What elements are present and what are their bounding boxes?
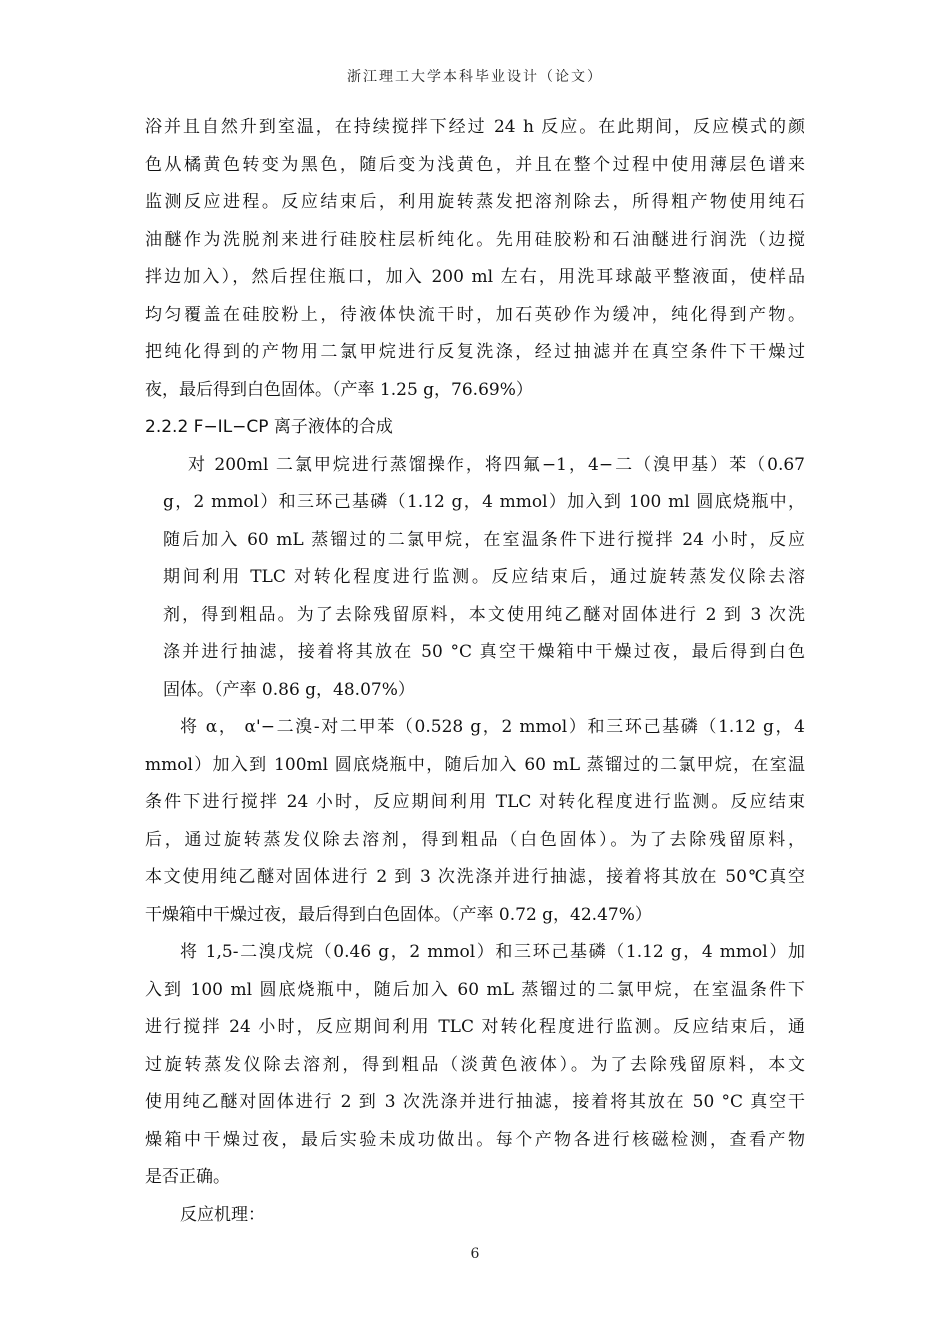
text-line: 浴并且自然升到室温，在持续搅拌下经过 24 h 反应。在此期间，反应模式的颜 <box>145 117 805 137</box>
text-line: 夜，最后得到白色固体。（产率 1.25 g，76.69%） <box>145 380 533 400</box>
text-line: 本文使用纯乙醚对固体进行 2 到 3 次洗涤并进行抽滤，接着将其放在 50℃真空 <box>145 867 805 887</box>
text-line: 均匀覆盖在硅胶粉上，待液体快流干时，加石英砂作为缓冲，纯化得到产物。 <box>145 305 805 325</box>
text-line: 油醚作为洗脱剂来进行硅胶柱层析纯化。先用硅胶粉和石油醚进行润洗（边搅 <box>145 230 805 250</box>
text-line: 干燥箱中干燥过夜，最后得到白色固体。（产率 0.72 g，42.47%） <box>145 905 652 925</box>
text-line: g，2 mmol）和三环己基磷（1.12 g，4 mmol）加入到 100 ml 圆底烧瓶中， <box>163 492 805 512</box>
text-line: 固体。（产率 0.86 g，48.07%） <box>163 680 415 700</box>
text-line: 把纯化得到的产物用二氯甲烷进行反复洗涤，经过抽滤并在真空条件下干燥过 <box>145 342 805 362</box>
text-line: 色从橘黄色转变为黑色，随后变为浅黄色，并且在整个过程中使用薄层色谱来 <box>145 155 805 175</box>
text-line: 随后加入 60 mL 蒸镏过的二氯甲烷，在室温条件下进行搅拌 24 小时，反应 <box>163 530 805 550</box>
text-line: 将 1,5-二溴戊烷（0.46 g，2 mmol）和三环己基磷（1.12 g，4 mmol）加 <box>180 942 805 962</box>
text-line: 剂，得到粗品。为了去除残留原料，本文使用纯乙醚对固体进行 2 到 3 次洗 <box>163 605 805 625</box>
running-header: 浙江理工大学本科毕业设计（论文） <box>347 69 603 85</box>
text-line: 期间利用 TLC 对转化程度进行监测。反应结束后，通过旋转蒸发仪除去溶 <box>163 567 805 587</box>
section-heading: 2.2.2 F−IL−CP 离子液体的合成 <box>145 417 393 437</box>
text-line: 涤并进行抽滤，接着将其放在 50 °C 真空干燥箱中干燥过夜，最后得到白色 <box>163 642 805 662</box>
page-number: 6 <box>470 1246 480 1262</box>
paragraph-5: 反应机理： <box>180 1205 265 1225</box>
text-line: mmol）加入到 100ml 圆底烧瓶中，随后加入 60 mL 蒸镏过的二氯甲烷，在室温 <box>145 755 805 775</box>
text-line: 后，通过旋转蒸发仪除去溶剂，得到粗品（白色固体）。为了去除残留原料， <box>145 830 805 850</box>
text-line: 拌边加入），然后捏住瓶口，加入 200 ml 左右，用洗耳球敲平整液面，使样品 <box>145 267 805 287</box>
text-line: 对 200ml 二氯甲烷进行蒸馏操作，将四氟−1，4−二（溴甲基）苯（0.67 <box>188 455 805 475</box>
text-line: 过旋转蒸发仪除去溶剂，得到粗品（淡黄色液体）。为了去除残留原料，本文 <box>145 1055 805 1075</box>
text-line: 是否正确。 <box>145 1167 230 1187</box>
text-line: 将 α， α'−二溴-对二甲苯（0.528 g，2 mmol）和三环己基磷（1.12 g，4 <box>180 717 805 737</box>
text-line: 进行搅拌 24 小时，反应期间利用 TLC 对转化程度进行监测。反应结束后，通 <box>145 1017 805 1037</box>
text-line: 燥箱中干燥过夜，最后实验未成功做出。每个产物各进行核磁检测，查看产物 <box>145 1130 805 1150</box>
text-line: 监测反应进程。反应结束后，利用旋转蒸发把溶剂除去，所得粗产物使用纯石 <box>145 192 805 212</box>
text-line: 入到 100 ml 圆底烧瓶中，随后加入 60 mL 蒸镏过的二氯甲烷，在室温条件下 <box>145 980 805 1000</box>
text-line: 使用纯乙醚对固体进行 2 到 3 次洗涤并进行抽滤，接着将其放在 50 °C 真空干 <box>145 1092 805 1112</box>
text-line: 条件下进行搅拌 24 小时，反应期间利用 TLC 对转化程度进行监测。反应结束 <box>145 792 805 812</box>
